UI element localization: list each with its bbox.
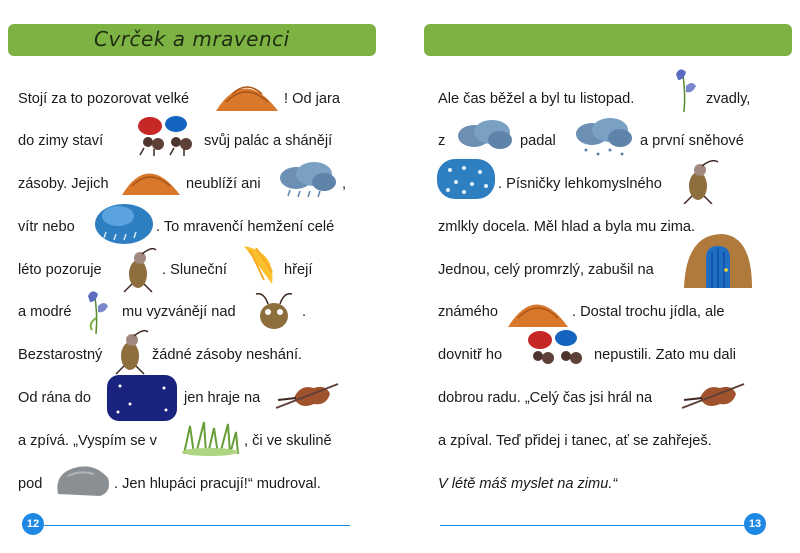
text-line: a zpívá. „Vyspím se v bbox=[18, 433, 157, 449]
violin-icon bbox=[680, 378, 748, 412]
rain-cloud-icon bbox=[454, 120, 514, 154]
night-sky-icon bbox=[106, 374, 178, 422]
page-number: 12 bbox=[22, 513, 44, 535]
text-line: a modré bbox=[18, 304, 72, 320]
text-line: zvadly, bbox=[706, 91, 751, 107]
text-line: , bbox=[342, 176, 347, 192]
anthill-icon bbox=[214, 72, 280, 112]
text-line: pod bbox=[18, 476, 43, 492]
text-line: zásoby. Jejich bbox=[18, 176, 109, 192]
moral-line: V létě máš myslet na zimu.“ bbox=[438, 476, 618, 492]
page-number: 13 bbox=[744, 513, 766, 535]
grass-icon bbox=[180, 420, 240, 456]
text-line: Bezstarostný bbox=[18, 347, 103, 363]
storm-cloud-icon bbox=[94, 202, 156, 246]
ants-icon bbox=[518, 326, 588, 370]
anthill-icon bbox=[120, 158, 182, 196]
text-line: léto pozoruje bbox=[18, 262, 102, 278]
text-line: . Písničky lehkomyslného bbox=[498, 176, 662, 192]
footer-line bbox=[44, 525, 350, 526]
text-line: zmlkly docela. Měl hlad a byla mu zima. bbox=[438, 219, 696, 235]
title-bar bbox=[424, 24, 792, 56]
bluebell-flower-icon bbox=[82, 288, 112, 336]
snowflakes-icon bbox=[436, 158, 496, 200]
rock-icon bbox=[54, 460, 112, 498]
text-line: dovnitř ho bbox=[438, 347, 503, 363]
text-line: ! Od jara bbox=[284, 91, 340, 107]
text-line: do zimy staví bbox=[18, 133, 104, 149]
footer-line bbox=[440, 525, 746, 526]
text-line: Stojí za to pozorovat velké bbox=[18, 91, 190, 107]
text-line: a zpíval. Teď přidej i tanec, ať se zahřeješ. bbox=[438, 433, 712, 449]
cricket-door-icon bbox=[682, 232, 754, 290]
cricket-icon bbox=[118, 248, 158, 294]
right-page bbox=[400, 0, 800, 553]
title-bar bbox=[8, 24, 376, 56]
text-line: neublíží ani bbox=[186, 176, 261, 192]
text-line: . Sluneční bbox=[162, 262, 227, 278]
text-line: z bbox=[438, 133, 446, 149]
text-line: svůj palác a shánějí bbox=[204, 133, 333, 149]
text-line: . Dostal trochu jídla, ale bbox=[572, 304, 725, 320]
cricket-icon bbox=[112, 330, 150, 376]
text-line: . bbox=[302, 304, 307, 320]
text-line: padal bbox=[520, 133, 556, 149]
text-line: Od rána do bbox=[18, 390, 92, 406]
text-line: známého bbox=[438, 304, 499, 320]
text-line: , či ve skulině bbox=[244, 433, 332, 449]
text-line: a první sněhové bbox=[640, 133, 744, 149]
bluebell-flower-icon bbox=[668, 66, 700, 114]
text-line: Jednou, celý promrzlý, zabušil na bbox=[438, 262, 654, 278]
violin-icon bbox=[274, 378, 342, 412]
text-line: vítr nebo bbox=[18, 219, 75, 235]
text-line: hřejí bbox=[284, 262, 313, 278]
anthill-icon bbox=[506, 288, 570, 328]
snow-cloud-icon bbox=[572, 118, 634, 158]
cricket-head-icon bbox=[254, 292, 294, 332]
cricket-icon bbox=[678, 160, 720, 204]
text-line: . Jen hlupáci pracují!“ mudroval. bbox=[114, 476, 321, 492]
text-line: nepustili. Zato mu dali bbox=[594, 347, 736, 363]
text-line: . To mravenčí hemžení celé bbox=[156, 219, 335, 235]
rain-cloud-icon bbox=[276, 162, 338, 198]
story-title: Cvrček a mravenci bbox=[94, 27, 290, 51]
text-line: Ale čas běžel a byl tu listopad. bbox=[438, 91, 635, 107]
text-line: jen hraje na bbox=[184, 390, 261, 406]
ants-icon bbox=[128, 112, 198, 156]
text-line: mu vyzvánějí nad bbox=[122, 304, 236, 320]
text-line: žádné zásoby neshání. bbox=[152, 347, 303, 363]
sun-rays-icon bbox=[242, 244, 278, 286]
text-line: dobrou radu. „Celý čas jsi hrál na bbox=[438, 390, 653, 406]
